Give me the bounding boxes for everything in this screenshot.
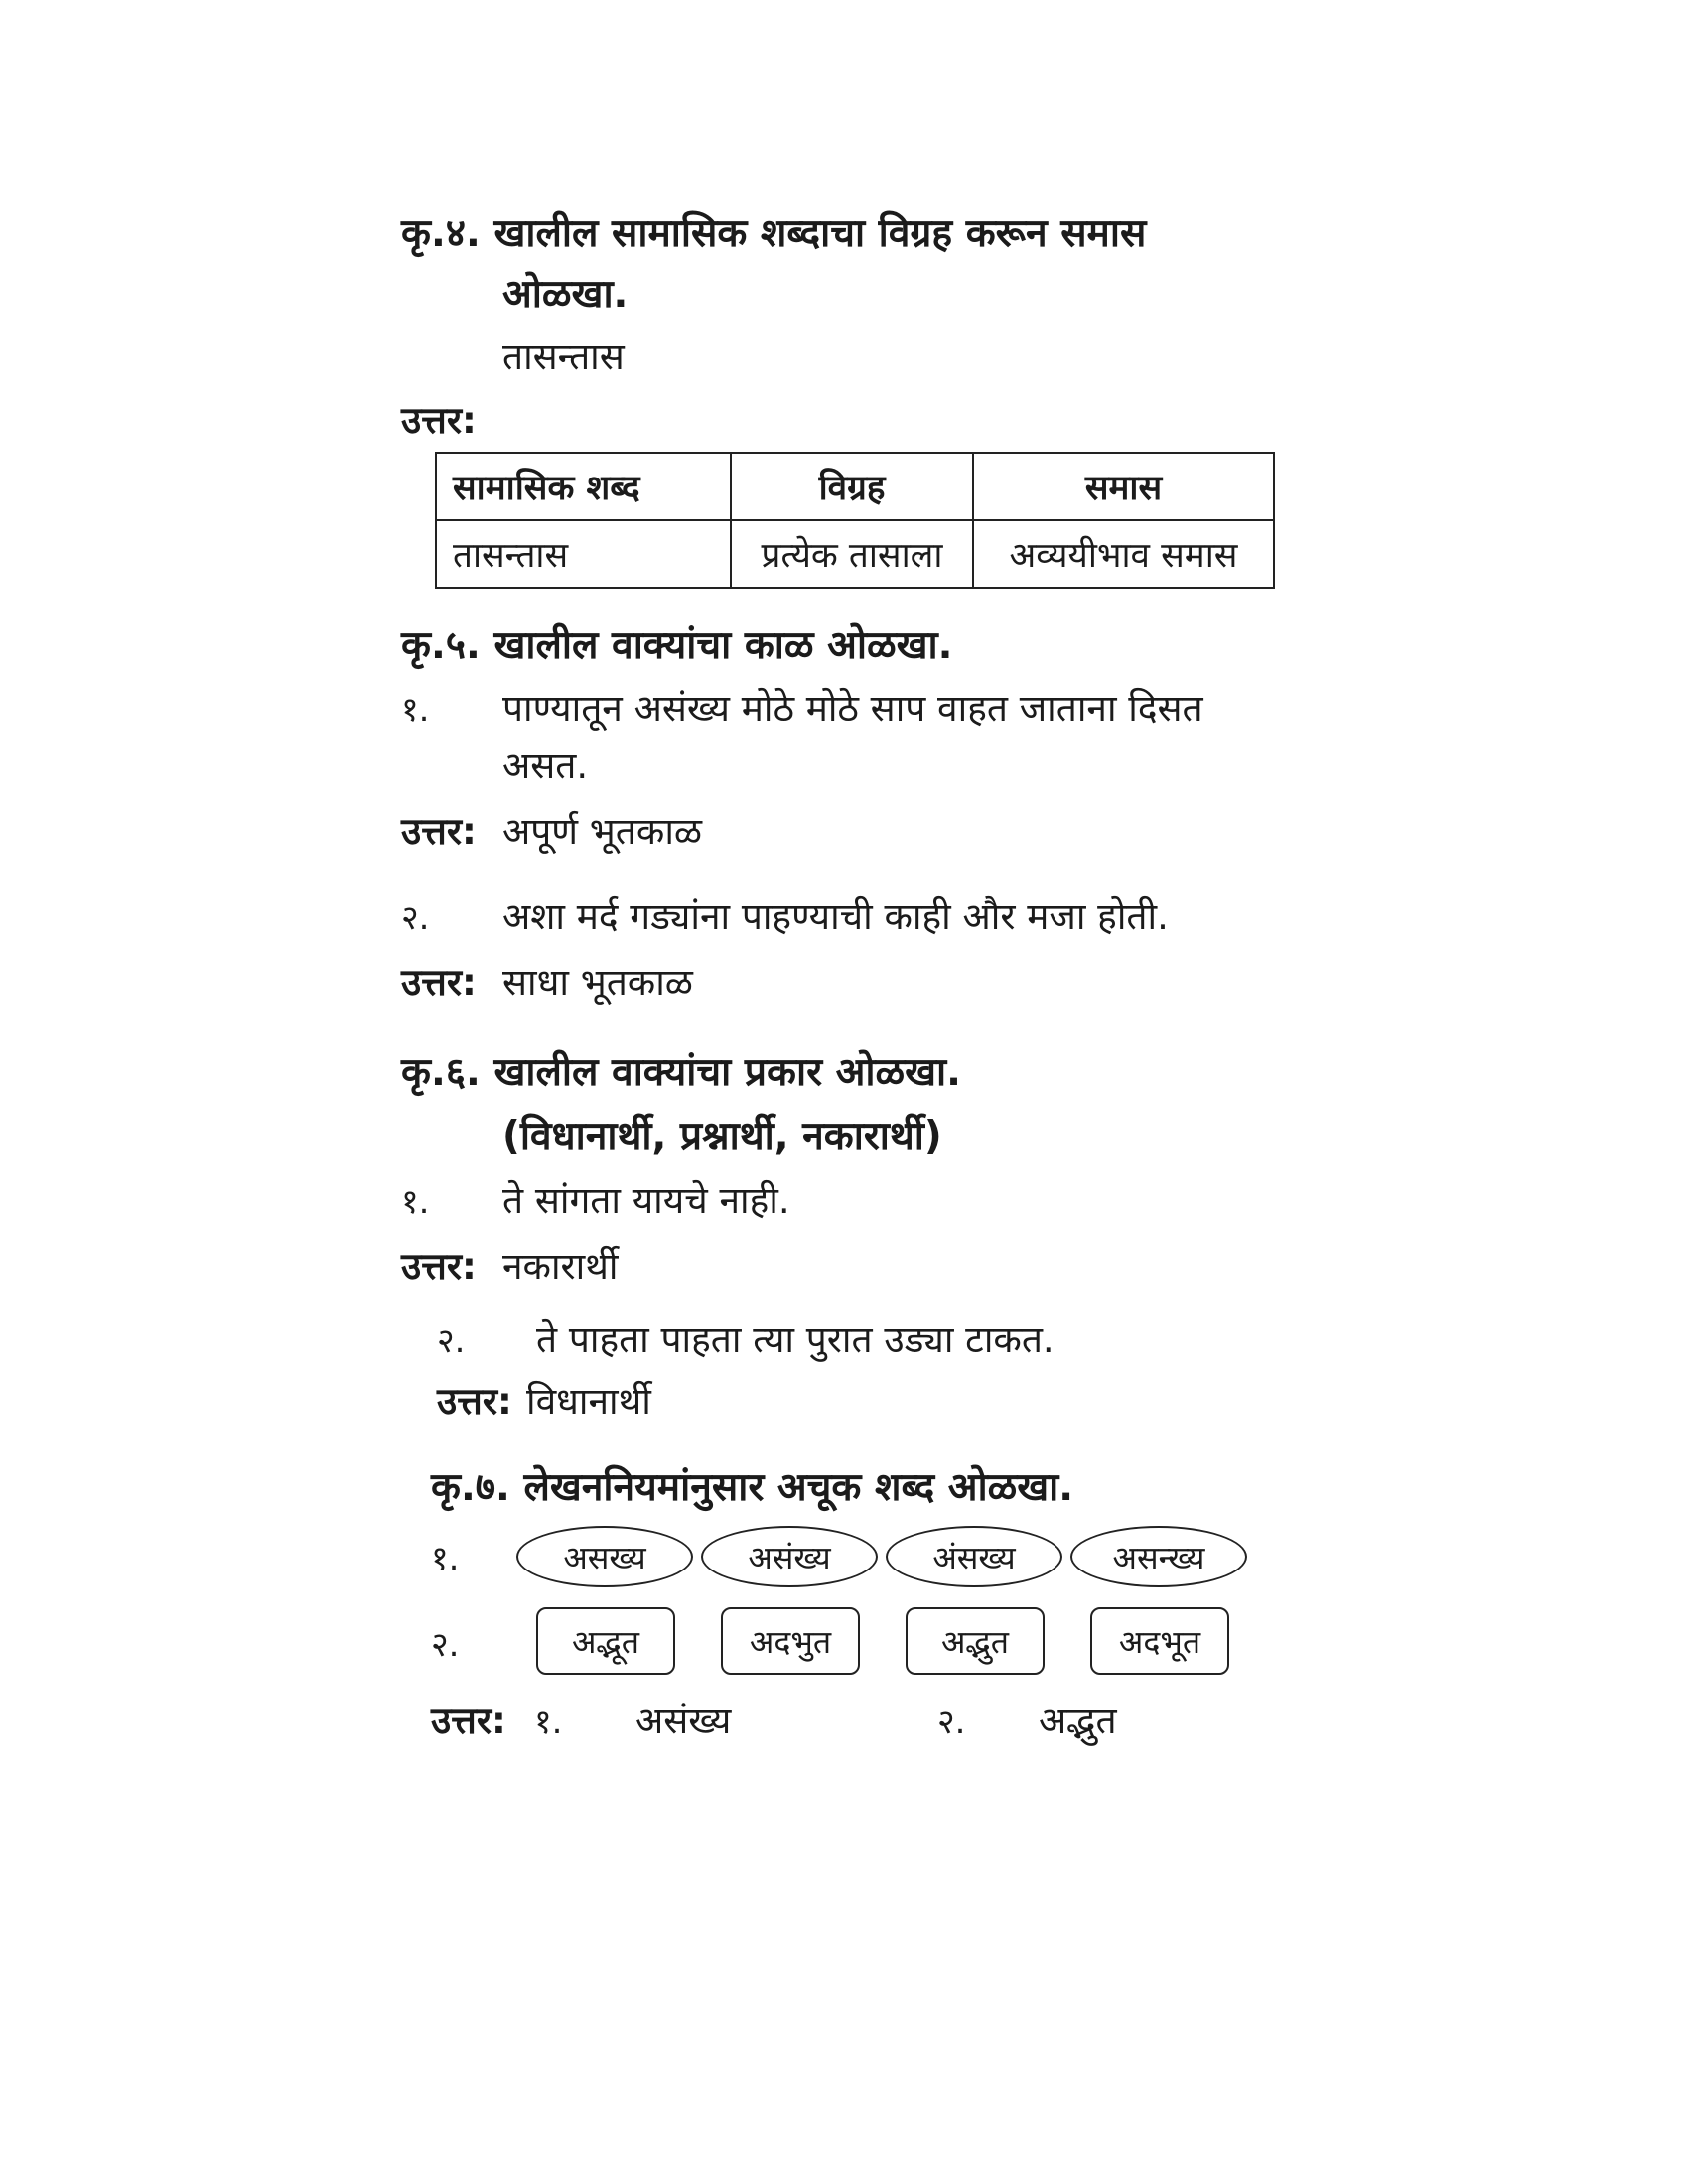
q5-item2-answer: साधा भूतकाळ — [502, 961, 693, 1004]
q7-row2-option-box: अद्भूत — [536, 1607, 675, 1675]
q4-answer-label: उत्तर: — [401, 399, 477, 442]
q6-item2-answer: विधानार्थी — [526, 1380, 651, 1423]
q7-row2-option-box: अद्भुत — [906, 1607, 1045, 1675]
answer-table — [435, 452, 1275, 589]
q7-answer-num1: १. — [534, 1703, 563, 1742]
q7-answer-label: उत्तर: — [431, 1700, 506, 1742]
q7-row1-option-oval: असंख्य — [701, 1526, 878, 1587]
q7-answer1: असंख्य — [635, 1700, 732, 1742]
q5-item2-number: २. — [401, 898, 430, 938]
table-header-cell: विग्रह — [731, 453, 973, 520]
q6-subtitle: (विधानार्थी, प्रश्नार्थी, नकारार्थी) — [502, 1114, 942, 1159]
q5-item1-answer: अपूर्ण भूतकाळ — [502, 810, 703, 853]
q6-item2-answer-label: उत्तर: — [437, 1380, 512, 1423]
q5-item2-line1: अशा मर्द गड्यांना पाहण्याची काही और मजा होती. — [502, 895, 1169, 938]
q7-row1-option-oval: असन्ख्य — [1070, 1526, 1247, 1587]
q5-item1-line1: पाण्यातून असंख्य मोठे मोठे साप वाहत जाताना दिसत — [502, 687, 1203, 730]
q6-title: कृ.६. खालील वाक्यांचा प्रकार ओळखा. — [401, 1050, 961, 1095]
q6-item2-number: २. — [437, 1321, 466, 1361]
q5-item1-line2: असत. — [502, 745, 589, 787]
table-cell: अव्ययीभाव समास — [973, 520, 1274, 588]
q7-row1-option-oval: अंसख्य — [886, 1526, 1062, 1587]
q7-answer-num2: २. — [937, 1703, 966, 1742]
q7-answer2: अद्भुत — [1039, 1700, 1117, 1742]
q4-title-line2: ओळखा. — [502, 272, 629, 317]
q4-word: तासन्तास — [502, 336, 625, 378]
table-row — [436, 520, 1274, 588]
q5-item1-answer-label: उत्तर: — [401, 810, 477, 853]
table-header-cell: समास — [973, 453, 1274, 520]
q6-item1-number: १. — [401, 1182, 430, 1222]
q6-item2-text: ते पाहता पाहता त्या पुरात उड्या टाकत. — [536, 1318, 1055, 1361]
q4-title-line1: कृ.४. खालील सामासिक शब्दाचा विग्रह करून समास — [401, 211, 1147, 256]
q7-row2-option-box: अदभुत — [721, 1607, 860, 1675]
q6-item1-text: ते सांगता यायचे नाही. — [502, 1179, 790, 1222]
q7-row2-option-box: अदभूत — [1090, 1607, 1229, 1675]
q6-item1-answer-label: उत्तर: — [401, 1245, 477, 1288]
q5-title: कृ.५. खालील वाक्यांचा काळ ओळखा. — [401, 623, 953, 668]
q7-title: कृ.७. लेखननियमांनुसार अचूक शब्द ओळखा. — [431, 1465, 1074, 1510]
table-header-row — [436, 453, 1274, 520]
q7-row2-number: २. — [431, 1625, 460, 1665]
table-cell: तासन्तास — [436, 520, 731, 588]
q7-row1-number: १. — [431, 1539, 460, 1578]
table-header-cell: सामासिक शब्द — [436, 453, 731, 520]
q5-item1-number: १. — [401, 690, 430, 730]
q7-row1-option-oval: असख्य — [516, 1526, 693, 1587]
q5-item2-answer-label: उत्तर: — [401, 961, 477, 1004]
table-cell: प्रत्येक तासाला — [731, 520, 973, 588]
q6-item1-answer: नकारार्थी — [502, 1245, 619, 1288]
